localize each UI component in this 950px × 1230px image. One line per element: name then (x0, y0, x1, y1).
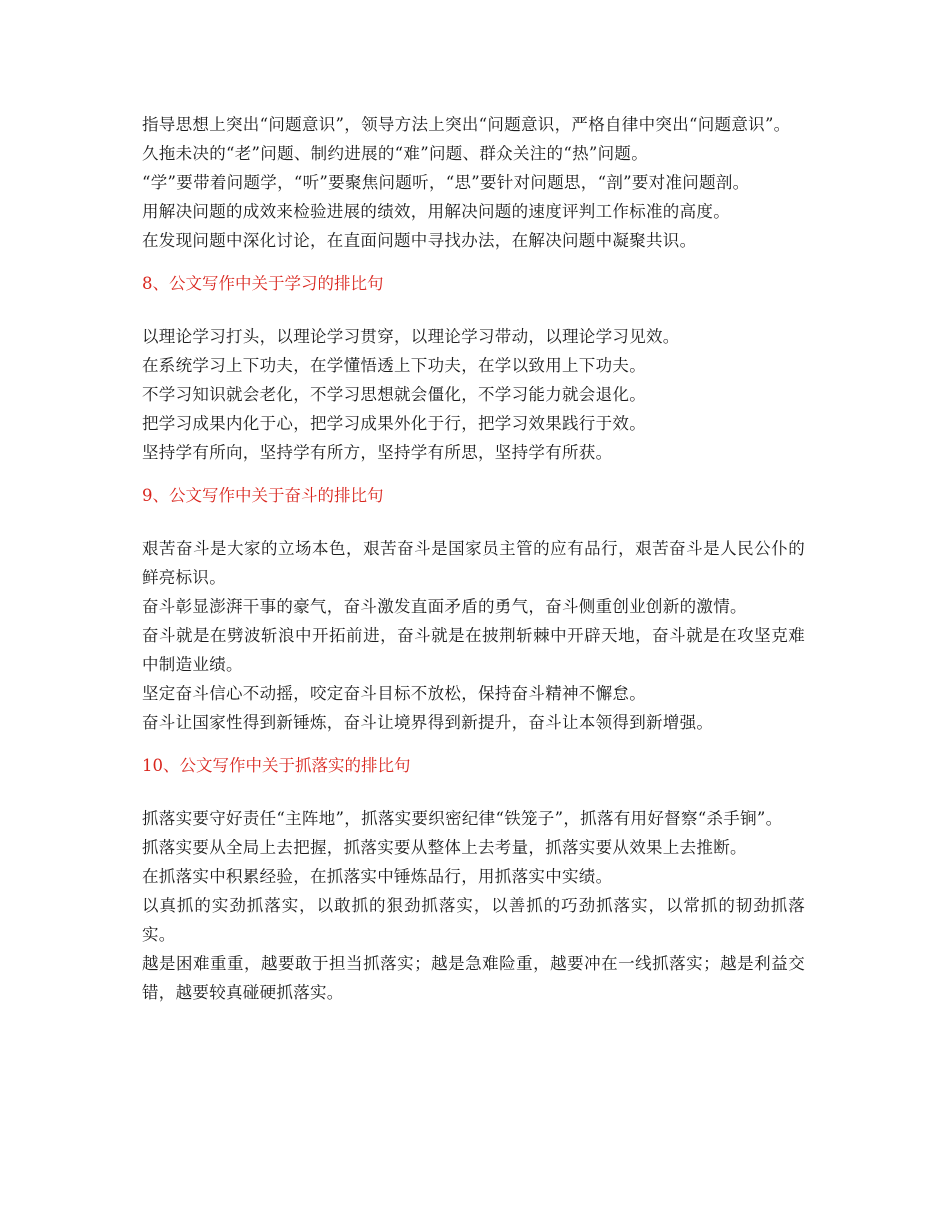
intro-section (142, 110, 805, 255)
paragraph: 抓落实要从全局上去把握，抓落实要从整体上去考量，抓落实要从效果上去推断。 (142, 838, 747, 857)
paragraph: 以真抓的实劲抓落实，以敢抓的狠劲抓落实，以善抓的巧劲抓落实，以常抓的韧劲抓落实。 (142, 896, 805, 944)
paragraph: 久拖未决的“老”问题、制约进展的“难”问题、群众关注的“热”问题。 (142, 144, 649, 163)
paragraph: 把学习成果内化于心，把学习成果外化于行，把学习效果践行于效。 (142, 414, 646, 433)
paragraph: 以理论学习打头，以理论学习贯穿，以理论学习带动，以理论学习见效。 (142, 327, 680, 346)
section-study (142, 269, 805, 467)
section-heading: 10、公文写作中关于抓落实的排比句 (142, 756, 411, 775)
paragraph: 奋斗就是在劈波斩浪中开拓前进，奋斗就是在披荆斩棘中开辟天地，奋斗就是在攻坚克难中制造业绩。 (142, 626, 805, 674)
paragraph: 越是困难重重，越要敢于担当抓落实；越是急难险重，越要冲在一线抓落实；越是利益交错，越要较真碰硬抓落实。 (142, 954, 805, 1002)
section-heading: 9、公文写作中关于奋斗的排比句 (142, 486, 384, 505)
paragraph: 指导思想上突出“问题意识”，领导方法上突出“问题意识，严格自律中突出“问题意识”。 (142, 115, 791, 134)
paragraph: 坚定奋斗信心不动摇，咬定奋斗目标不放松，保持奋斗精神不懈怠。 (142, 684, 646, 703)
paragraph: 在系统学习上下功夫，在学懂悟透上下功夫，在学以致用上下功夫。 (142, 356, 646, 375)
paragraph: 在抓落实中积累经验，在抓落实中锤炼品行，用抓落实中实绩。 (142, 867, 613, 886)
section-struggle (142, 481, 805, 737)
paragraph: 用解决问题的成效来检验进展的绩效，用解决问题的速度评判工作标准的高度。 (142, 202, 730, 221)
section-implementation (142, 751, 805, 1007)
paragraph: “学”要带着问题学，“听”要聚焦问题听，“思”要针对问题思，“剖”要对准问题剖。 (142, 173, 750, 192)
paragraph: 不学习知识就会老化，不学习思想就会僵化，不学习能力就会退化。 (142, 385, 646, 404)
paragraph: 在发现问题中深化讨论，在直面问题中寻找办法，在解决问题中凝聚共识。 (142, 231, 697, 250)
section-heading: 8、公文写作中关于学习的排比句 (142, 274, 384, 293)
paragraph: 坚持学有所向，坚持学有所方，坚持学有所思，坚持学有所获。 (142, 443, 613, 462)
paragraph: 奋斗让国家性得到新锤炼，奋斗让境界得到新提升，奋斗让本领得到新增强。 (142, 713, 714, 732)
paragraph: 艰苦奋斗是大家的立场本色，艰苦奋斗是国家员主管的应有品行，艰苦奋斗是人民公仆的鲜亮标识。 (142, 539, 805, 587)
paragraph: 抓落实要守好责任“主阵地”，抓落实要织密纪律“铁笼子”，抓落有用好督察“杀手锏”。 (142, 809, 783, 828)
paragraph: 奋斗彰显澎湃干事的豪气，奋斗激发直面矛盾的勇气，奋斗侧重创业创新的激情。 (142, 597, 747, 616)
